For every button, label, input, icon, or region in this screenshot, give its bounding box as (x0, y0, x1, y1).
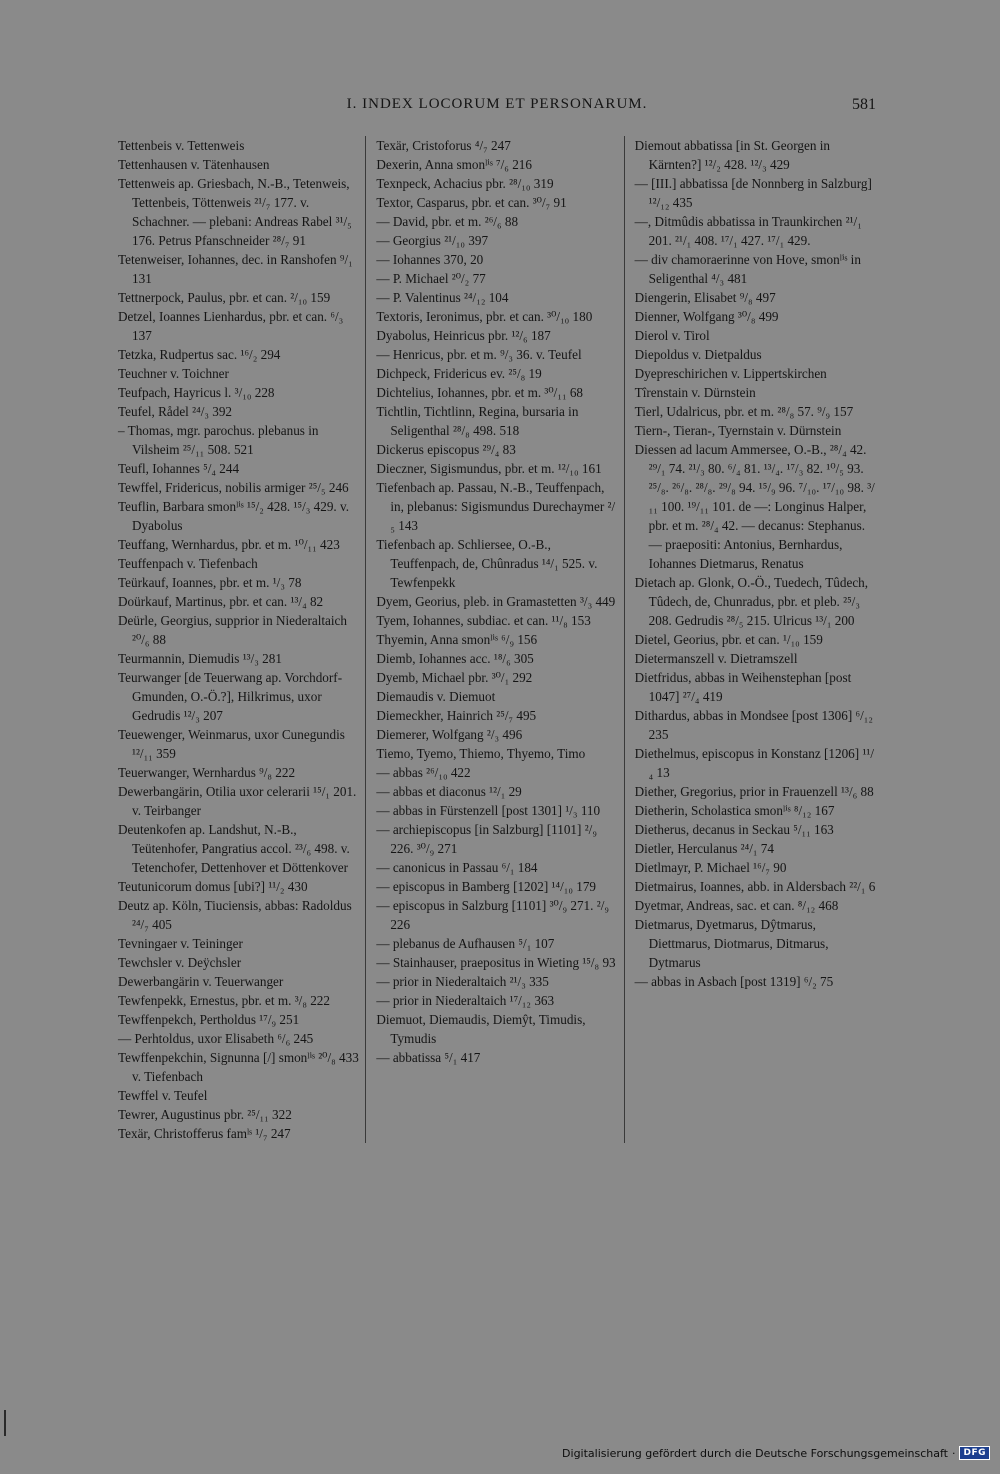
index-entry: Tewffel, Fridericus, nobilis armiger ²⁵/₅ 246 (118, 480, 349, 495)
index-entry: Deutenkofen ap. Landshut, N.-B., Teütenhofer, Pangratius accol. ²³/₆ 498. v. Tetenchofer, Dettenhover et Döttenkover (118, 822, 350, 875)
index-column-1 (118, 136, 366, 1143)
index-entry: Teurwanger [de Teuerwang ap. Vorchdorf-Gmunden, O.-Ö.?], Hilkrimus, uxor Gedrudis ¹²/₃ 207 (118, 670, 343, 723)
index-entry: Tichtlin, Tichtlinn, Regina, bursaria in Seligenthal ²⁸/₈ 498. 518 (376, 404, 579, 438)
index-entry: Diemout abbatissa [in St. Georgen in Kärnten?] ¹²/₂ 428. ¹²/₃ 429 (634, 138, 830, 172)
index-entry: — P. Michael ²⁰/₂ 77 (376, 271, 486, 286)
index-entry: — Stainhauser, praepositus in Wieting ¹⁵/₈ 93 (376, 955, 616, 970)
index-entry: — plebanus de Aufhausen ⁵/₁ 107 (376, 936, 555, 951)
index-entry: Dyem, Georius, pleb. in Gramastetten ³/₃ 449 (376, 594, 616, 609)
index-entry: — P. Valentinus ²⁴/₁₂ 104 (376, 290, 509, 305)
index-entry: Diemb, Iohannes acc. ¹⁸/₆ 305 (376, 651, 534, 666)
index-entry: Diepoldus v. Dietpaldus (634, 347, 762, 362)
index-entry: Dietel, Georius, pbr. et can. ¹/₁₀ 159 (634, 632, 823, 647)
index-entry: Textor, Casparus, pbr. et can. ³⁰/₇ 91 (376, 195, 567, 210)
index-entry: Tierl, Udalricus, pbr. et m. ²⁸/₈ 57. ⁹/₉ 157 (634, 404, 854, 419)
index-entry: Dierol v. Tirol (634, 328, 710, 343)
footer-credit: Digitalisierung gefördert durch die Deutsche Forschungsgemeinschaft · DFG (600, 1446, 990, 1460)
index-entry: Thyemin, Anna smonˡⁱˢ ⁶/₉ 156 (376, 632, 538, 647)
index-entry: Texär, Cristoforus ⁴/₇ 247 (376, 138, 511, 153)
index-entry: Dithardus, abbas in Mondsee [post 1306] ⁶/₁₂ 235 (634, 708, 873, 742)
margin-mark (4, 1410, 6, 1436)
index-entry: — abbas ²⁶/₁₀ 422 (376, 765, 471, 780)
index-entry: Tewffel v. Teufel (118, 1088, 208, 1103)
index-entry: Tewchsler v. Deÿchsler (118, 955, 242, 970)
index-entry: — episcopus in Bamberg [1202] ¹⁴/₁₀ 179 (376, 879, 597, 894)
index-entry: Dietach ap. Glonk, O.-Ö., Tuedech, Tûdech, Tûdech, de, Chunradus, pbr. et pleb. ²⁵/₃ 208. Gedrudis ²⁸/₅ 215. Ulricus ¹³/₁ 200 (634, 575, 869, 628)
index-entry: Teuchner v. Toichner (118, 366, 229, 381)
index-entry: Detzel, Ioannes Lienhardus, pbr. et can. ⁶/₃ 137 (118, 309, 344, 343)
index-entry: Teufpach, Hayricus l. ³/₁₀ 228 (118, 385, 275, 400)
index-entry: — canonicus in Passau ⁶/₁ 184 (376, 860, 538, 875)
index-entry: Doürkauf, Martinus, pbr. et can. ¹³/₄ 82 (118, 594, 324, 609)
index-entry: Tiemo, Tyemo, Thiemo, Thyemo, Timo (376, 746, 586, 761)
index-entry: — prior in Niederaltaich ²¹/₃ 335 (376, 974, 549, 989)
dfg-logo-icon: DFG (959, 1446, 990, 1460)
index-column-2 (376, 136, 624, 1143)
index-entry: Dichtelius, Iohannes, pbr. et m. ³⁰/₁₁ 68 (376, 385, 584, 400)
index-entry: Tettenbeis v. Tettenweis (118, 138, 245, 153)
index-entry: — [III.] abbatissa [de Nonnberg in Salzburg] ¹²/₁₂ 435 (634, 176, 872, 210)
index-entry: Textoris, Ieronimus, pbr. et can. ³⁰/₁₀ 180 (376, 309, 593, 324)
index-entry: Deürle, Georgius, supprior in Niederaltaich ²⁰/₆ 88 (118, 613, 348, 647)
index-entry: Tewfenpekk, Ernestus, pbr. et m. ³/₈ 222 (118, 993, 330, 1008)
index-entry: Dyemb, Michael pbr. ³⁰/₁ 292 (376, 670, 533, 685)
index-entry: Diessen ad lacum Ammersee, O.-B., ²⁸/₄ 42. ²⁹/₁ 74. ²¹/₃ 80. ⁶/₄ 81. ¹³/₄. ¹⁷/₃ 82. ¹⁰/₅ 93. ²⁵/₈. ²⁶/₈. ²⁸/₈. ²⁹/₈ 94. ¹⁵/₉ 96. ⁷/₁₀. ¹⁷/₁₀ 98. ³/₁₁ 100. ¹⁹/₁₁ 101. de —: Longinus Halper, pbr. et m. ²⁸/₄ 42. — decanus: Stephanus. — praepositi: Antonius, Bernhardus, Iohannes Dietmarus, Renatus (634, 442, 875, 571)
index-entry: Teurmannin, Diemudis ¹³/₃ 281 (118, 651, 282, 666)
index-entry: Tettenweis ap. Griesbach, N.-B., Tetenweis, Tettenbeis, Töttenweis ²¹/₇ 177. v. Schachner. — plebani: Andreas Rabel ³¹/₅ 176. Petrus Pfanschneider ²⁸/₇ 91 (118, 176, 352, 248)
running-title: I. INDEX LOCORUM ET PERSONARUM. (346, 96, 648, 112)
index-entry: — archiepiscopus [in Salzburg] [1101] ²/₉ 226. ³⁰/₉ 271 (376, 822, 597, 856)
index-entry: Teuewenger, Weinmarus, uxor Cunegundis ¹²/₁₁ 359 (118, 727, 345, 761)
index-entry: Dickerus episcopus ²⁹/₄ 83 (376, 442, 516, 457)
index-entry: Dewerbangärin, Otilia uxor celerarii ¹⁵/₁ 201. v. Teirbanger (118, 784, 357, 818)
index-entry: Tiern-, Tieran-, Tyernstain v. Dürnstein (634, 423, 842, 438)
index-entry: Tiefenbach ap. Schliersee, O.-B., Teuffenpach, de, Chûnradus ¹⁴/₁ 525. v. Tewfenpekk (376, 537, 598, 590)
index-entry: —, Ditmûdis abbatissa in Traunkirchen ²¹/₁ 201. ²¹/₁ 408. ¹⁷/₁ 427. ¹⁷/₁ 429. (634, 214, 862, 248)
index-entry: Teuffenpach v. Tiefenbach (118, 556, 258, 571)
index-entry: Diemaudis v. Diemuot (376, 689, 496, 704)
index-entry: Tewffenpekch, Pertholdus ¹⁷/₉ 251 (118, 1012, 300, 1027)
index-entry: Dieczner, Sigismundus, pbr. et m. ¹²/₁₀ 161 (376, 461, 602, 476)
index-entry: Diemeckher, Hainrich ²⁵/₇ 495 (376, 708, 537, 723)
index-entry: Tettnerpock, Paulus, pbr. et can. ²/₁₀ 159 (118, 290, 331, 305)
index-entry: — abbas in Asbach [post 1319] ⁶/₂ 75 (634, 974, 834, 989)
index-entry: Dietherus, decanus in Seckau ⁵/₁₁ 163 (634, 822, 834, 837)
page-number: 581 (852, 96, 876, 113)
index-entry: Dyabolus, Heinricus pbr. ¹²/₆ 187 (376, 328, 551, 343)
index-entry: — abbatissa ⁵/₁ 417 (376, 1050, 481, 1065)
index-entry: Diemuot, Diemaudis, Diemŷt, Timudis, Tymudis (376, 1012, 586, 1046)
running-header (118, 96, 876, 120)
index-entry: — Perhtoldus, uxor Elisabeth ⁶/₆ 245 (118, 1031, 314, 1046)
index-entry: Tettenhausen v. Tätenhausen (118, 157, 270, 172)
index-entry: Teufl, Iohannes ⁵/₄ 244 (118, 461, 240, 476)
index-entry: Teutunicorum domus [ubi?] ¹¹/₂ 430 (118, 879, 308, 894)
index-entry: Dichpeck, Fridericus ev. ²⁵/₈ 19 (376, 366, 542, 381)
index-entry: — Iohannes 370, 20 (376, 252, 484, 267)
index-entry: — David, pbr. et m. ²⁶/₆ 88 (376, 214, 519, 229)
index-entry: Tetzka, Rudpertus sac. ¹⁶/₂ 294 (118, 347, 281, 362)
index-entry: Teuflin, Barbara smonˡⁱˢ ¹⁵/₂ 428. ¹⁵/₃ 429. v. Dyabolus (118, 499, 350, 533)
index-entry: Deutz ap. Köln, Tiuciensis, abbas: Radoldus ²⁴/₇ 405 (118, 898, 352, 932)
index-entry: Tewrer, Augustinus pbr. ²⁵/₁₁ 322 (118, 1107, 292, 1122)
index-entry: Tiefenbach ap. Passau, N.-B., Teuffenpach, in, plebanus: Sigismundus Durechaymer ²/₅ 143 (376, 480, 616, 533)
index-entry: Dyepreschirichen v. Lippertskirchen (634, 366, 827, 381)
index-entry: — prior in Niederaltaich ¹⁷/₁₂ 363 (376, 993, 555, 1008)
index-entry: Dienner, Wolfgang ³⁰/₈ 499 (634, 309, 779, 324)
index-entry: — Georgius ²¹/₁₀ 397 (376, 233, 489, 248)
index-entry: Teuerwanger, Wernhardus ⁹/₈ 222 (118, 765, 296, 780)
footer-text: Digitalisierung gefördert durch die Deutsche Forschungsgemeinschaft (562, 1446, 948, 1460)
index-entry: Dyetmar, Andreas, sac. et can. ⁸/₁₂ 468 (634, 898, 839, 913)
index-entry: — abbas in Fürstenzell [post 1301] ¹/₃ 110 (376, 803, 601, 818)
index-column-3 (635, 136, 876, 1143)
index-entry: Diether, Gregorius, prior in Frauenzell ¹³/₆ 88 (634, 784, 874, 799)
index-entry: — episcopus in Salzburg [1101] ³⁰/₉ 271. ²/₉ 226 (376, 898, 609, 932)
index-entry: Teürkauf, Ioannes, pbr. et m. ¹/₃ 78 (118, 575, 302, 590)
index-entry: – Thomas, mgr. parochus. plebanus in Vilsheim ²⁵/₁₁ 508. 521 (118, 423, 319, 457)
index-entry: — div chamoraerinne von Hove, smonˡⁱˢ in Seligenthal ⁴/₃ 481 (634, 252, 861, 286)
index-entry: Dietmarus, Dyetmarus, Dŷtmarus, Diettmarus, Diotmarus, Ditmarus, Dytmarus (634, 917, 829, 970)
index-entry: — abbas et diaconus ¹²/₁ 29 (376, 784, 522, 799)
index-columns (118, 136, 876, 1143)
index-entry: Teuffang, Wernhardus, pbr. et m. ¹⁰/₁₁ 423 (118, 537, 340, 552)
index-entry: Tevningaer v. Teininger (118, 936, 243, 951)
index-entry: Diengerin, Elisabet ⁹/₈ 497 (634, 290, 776, 305)
index-entry: Tewffenpekchin, Signunna [/] smonˡⁱˢ ²⁰/₈ 433 v. Tiefenbach (118, 1050, 359, 1084)
index-entry: Dexerin, Anna smonˡⁱˢ ⁷/₆ 216 (376, 157, 532, 172)
index-entry: Dietlmayr, P. Michael ¹⁶/₇ 90 (634, 860, 787, 875)
index-entry: Texnpeck, Achacius pbr. ²⁸/₁₀ 319 (376, 176, 554, 191)
index-entry: Diemerer, Wolfgang ²/₃ 496 (376, 727, 523, 742)
index-entry: Dietler, Herculanus ²⁴/₁ 74 (634, 841, 774, 856)
index-entry: Dewerbangärin v. Teuerwanger (118, 974, 284, 989)
index-entry: Tetenweiser, Iohannes, dec. in Ranshofen ⁹/₁ 131 (118, 252, 353, 286)
index-entry: Tyem, Iohannes, subdiac. et can. ¹¹/₈ 153 (376, 613, 591, 628)
index-entry: Teufel, Rådel ²⁴/₃ 392 (118, 404, 233, 419)
index-entry: Dietfridus, abbas in Weihenstephan [post 1047] ²⁷/₄ 419 (634, 670, 852, 704)
index-entry: Dietmairus, Ioannes, abb. in Aldersbach ²²/₁ 6 (634, 879, 876, 894)
index-entry: Diethelmus, episcopus in Konstanz [1206] ¹¹/₄ 13 (634, 746, 875, 780)
index-entry: Tîrenstain v. Dürnstein (634, 385, 756, 400)
index-entry: — Henricus, pbr. et m. ⁹/₃ 36. v. Teufel (376, 347, 582, 362)
index-entry: Dietermanszell v. Dietramszell (634, 651, 798, 666)
index-entry: Texär, Christofferus famˡˢ ¹/₇ 247 (118, 1126, 291, 1141)
index-entry: Dietherin, Scholastica smonˡⁱˢ ⁸/₁₂ 167 (634, 803, 835, 818)
